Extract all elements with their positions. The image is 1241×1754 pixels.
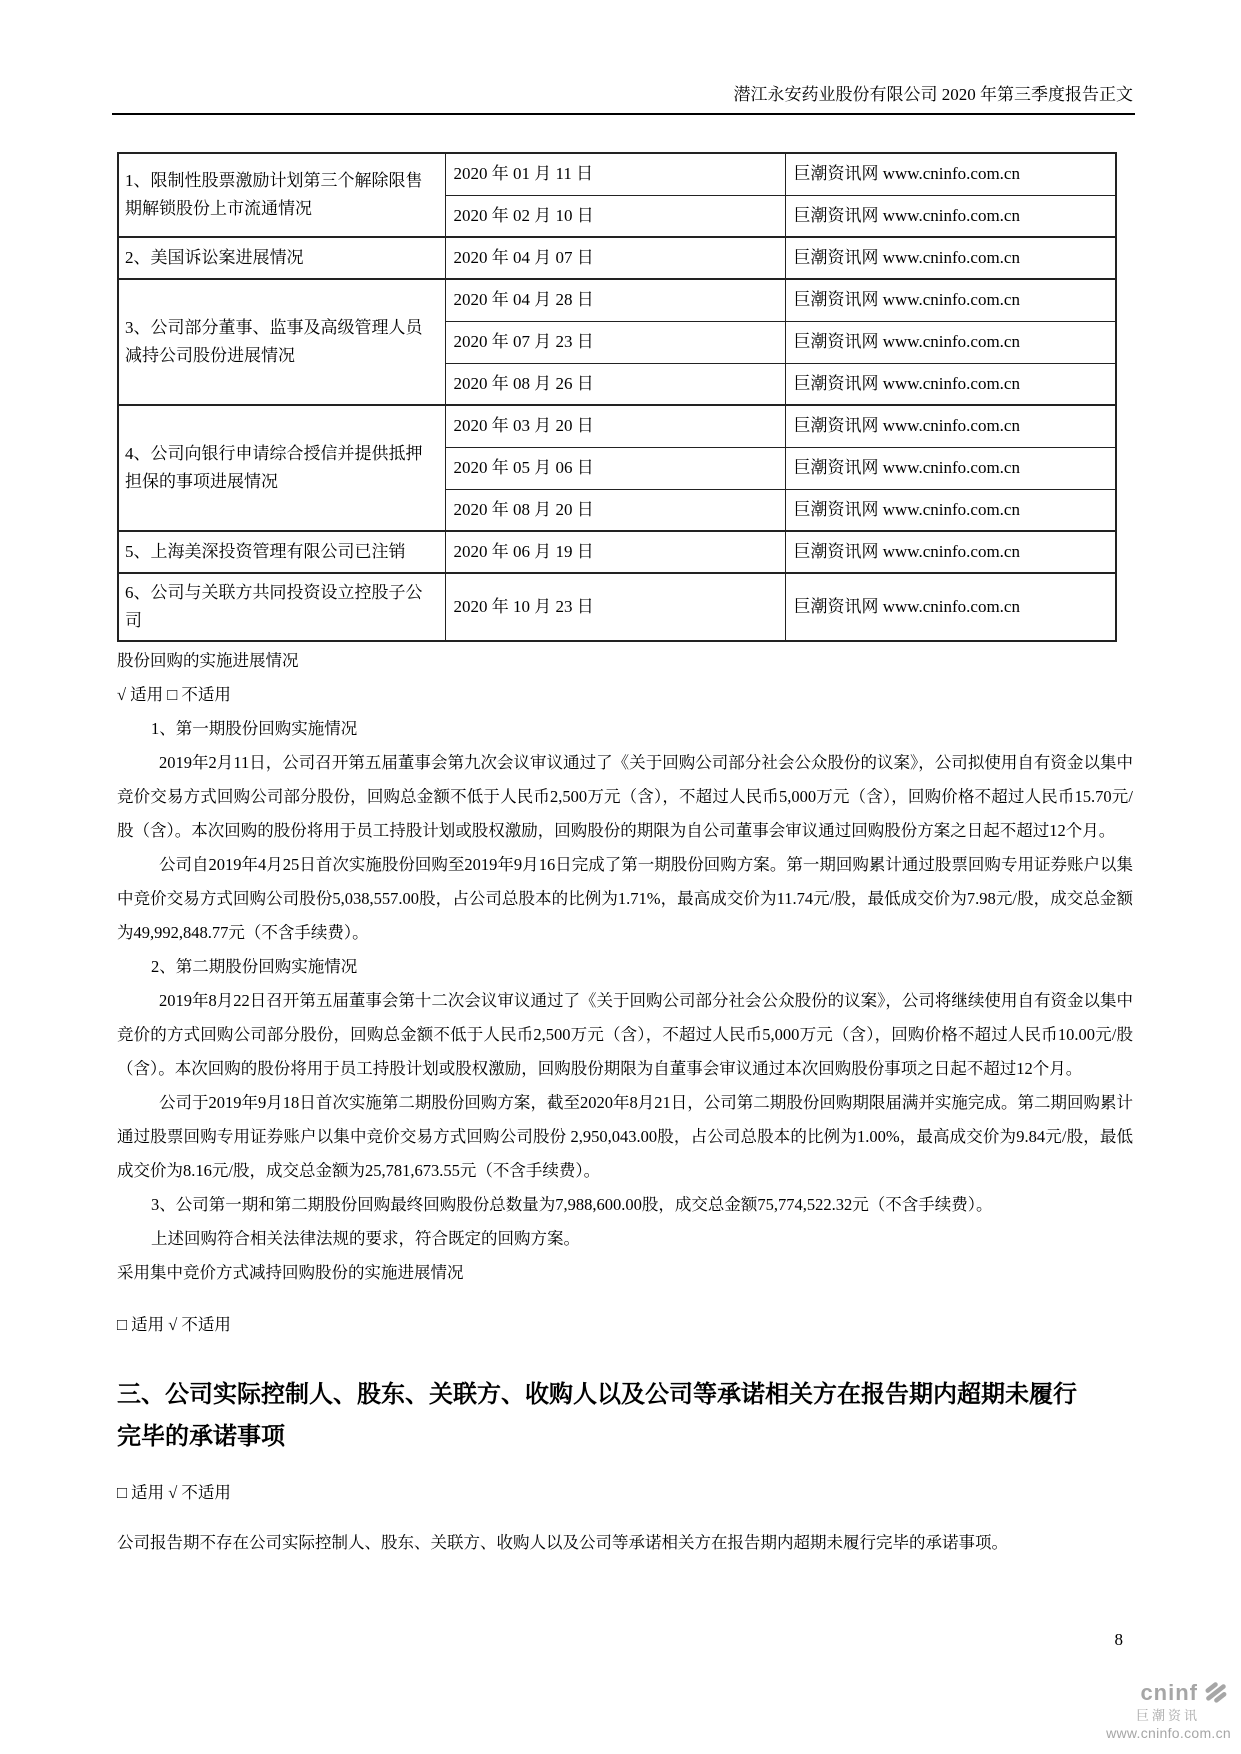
cninfo-chinese-name: 巨潮资讯 — [1135, 1708, 1200, 1723]
body-text — [117, 644, 1133, 1560]
cninfo-brand-text: cninf — [1140, 1679, 1198, 1705]
table-row — [118, 573, 1116, 641]
announcements-table — [117, 152, 1117, 642]
table-row — [118, 237, 1116, 279]
buyback-item2-title: 2、第二期股份回购实施情况 — [151, 957, 358, 976]
disclosure-site: 巨潮资讯网 www.cninfo.com.cn — [785, 195, 1116, 237]
announcement-item: 1、限制性股票激励计划第三个解除限售期解锁股份上市流通情况 — [118, 153, 445, 237]
disclosure-site: 巨潮资讯网 www.cninfo.com.cn — [785, 237, 1116, 279]
disclosure-site: 巨潮资讯网 www.cninfo.com.cn — [785, 321, 1116, 363]
section-heading-line: 完毕的承诺事项 — [117, 1423, 285, 1450]
buyback-paragraph: 2019年2月11日，公司召开第五届董事会第九次会议审议通过了《关于回购公司部分社会公众股份的议案》，公司拟使用自有资金以集中竞价交易方式回购公司部分股份，回购总金额不低于人民币2,500万元（含），不超过人民币5,000万元（含），回购价格不超过人民币15.70元/股（含）。本次回购的股份将用于员工持股计划或股权激励，回购股份的期限为自公司董事会审议通过回购股份方案之日起不超过12个月。 — [117, 753, 1133, 840]
applicability-line: □ 适用 √ 不适用 — [117, 1483, 231, 1502]
disclosure-site: 巨潮资讯网 www.cninfo.com.cn — [785, 447, 1116, 489]
reduction-progress-title: 采用集中竞价方式减持回购股份的实施进展情况 — [117, 1263, 464, 1282]
announcement-date: 2020 年 04 月 07 日 — [445, 237, 785, 279]
announcement-date: 2020 年 10 月 23 日 — [445, 573, 785, 641]
announcement-date: 2020 年 03 月 20 日 — [445, 405, 785, 447]
disclosure-site: 巨潮资讯网 www.cninfo.com.cn — [785, 531, 1116, 573]
cninfo-watermark — [1106, 1679, 1231, 1740]
buyback-paragraph: 公司于2019年9月18日首次实施第二期股份回购方案，截至2020年8月21日，公司第二期股份回购期限届满并实施完成。第二期回购累计通过股票回购专用证券账户以集中竞价交易方式回购公司股份 2,950,043.00股，占公司总股本的比例为1.00%，最高成交价为9.84元/股，最低成交价为8.16元/股，成交总金额为25,781,673.55元（不含手续费）。 — [117, 1093, 1133, 1180]
announcement-item: 6、公司与关联方共同投资设立控股子公司 — [118, 573, 445, 641]
buyback-item1-title: 1、第一期股份回购实施情况 — [151, 719, 358, 738]
buyback-paragraph: 公司自2019年4月25日首次实施股份回购至2019年9月16日完成了第一期股份回购方案。第一期回购累计通过股票回购专用证券账户以集中竞价交易方式回购公司股份5,038,557.00股，占公司总股本的比例为1.71%，最高成交价为11.74元/股，最低成交价为7.98元/股，成交总金额为49,992,848.77元（不含手续费）。 — [117, 855, 1133, 942]
table-row — [118, 279, 1116, 321]
announcement-date: 2020 年 07 月 23 日 — [445, 321, 785, 363]
buyback-compliance-note: 上述回购符合相关法律法规的要求，符合既定的回购方案。 — [151, 1229, 580, 1248]
buyback-item3-summary: 3、公司第一期和第二期股份回购最终回购股份总数量为7,988,600.00股，成交总金额75,774,522.32元（不含手续费）。 — [151, 1195, 993, 1214]
disclosure-site: 巨潮资讯网 www.cninfo.com.cn — [785, 153, 1116, 195]
cninfo-url: www.cninfo.com.cn — [1106, 1725, 1231, 1741]
announcement-item: 5、上海美深投资管理有限公司已注销 — [118, 531, 445, 573]
buyback-progress-title: 股份回购的实施进展情况 — [117, 651, 299, 670]
commitments-body: 公司报告期不存在公司实际控制人、股东、关联方、收购人以及公司等承诺相关方在报告期内超期未履行完毕的承诺事项。 — [117, 1533, 1008, 1552]
announcement-item: 4、公司向银行申请综合授信并提供抵押担保的事项进展情况 — [118, 405, 445, 531]
announcement-date: 2020 年 06 月 19 日 — [445, 531, 785, 573]
announcement-date: 2020 年 05 月 06 日 — [445, 447, 785, 489]
applicability-line: □ 适用 √ 不适用 — [117, 1315, 231, 1334]
cninfo-swirl-icon — [1201, 1679, 1231, 1706]
announcement-date: 2020 年 08 月 26 日 — [445, 363, 785, 405]
page-number: 8 — [1114, 1630, 1123, 1649]
table-row — [118, 153, 1116, 195]
announcement-date: 2020 年 08 月 20 日 — [445, 489, 785, 531]
table-row — [118, 531, 1116, 573]
disclosure-site: 巨潮资讯网 www.cninfo.com.cn — [785, 573, 1116, 641]
announcement-item: 3、公司部分董事、监事及高级管理人员减持公司股份进展情况 — [118, 279, 445, 405]
disclosure-site: 巨潮资讯网 www.cninfo.com.cn — [785, 363, 1116, 405]
disclosure-site: 巨潮资讯网 www.cninfo.com.cn — [785, 405, 1116, 447]
announcement-date: 2020 年 01 月 11 日 — [445, 153, 785, 195]
table-row — [118, 405, 1116, 447]
disclosure-site: 巨潮资讯网 www.cninfo.com.cn — [785, 489, 1116, 531]
buyback-paragraph: 2019年8月22日召开第五届董事会第十二次会议审议通过了《关于回购公司部分社会公众股份的议案》，公司将继续使用自有资金以集中竞价的方式回购公司部分股份，回购总金额不低于人民币2,500万元（含），不超过人民币5,000万元（含），回购价格不超过人民币10.00元/股（含）。本次回购的股份将用于员工持股计划或股权激励，回购股份期限为自董事会审议通过本次回购股份事项之日起不超过12个月。 — [117, 991, 1133, 1078]
section-three-heading — [117, 1374, 1133, 1458]
section-heading-line: 三、公司实际控制人、股东、关联方、收购人以及公司等承诺相关方在报告期内超期未履行 — [117, 1381, 1077, 1408]
announcement-item: 2、美国诉讼案进展情况 — [118, 237, 445, 279]
applicability-line: √ 适用 □ 不适用 — [117, 685, 231, 704]
header-rule — [112, 113, 1135, 115]
disclosure-site: 巨潮资讯网 www.cninfo.com.cn — [785, 279, 1116, 321]
announcement-date: 2020 年 02 月 10 日 — [445, 195, 785, 237]
announcement-date: 2020 年 04 月 28 日 — [445, 279, 785, 321]
page-header-title: 潜江永安药业股份有限公司 2020 年第三季度报告正文 — [733, 85, 1133, 104]
